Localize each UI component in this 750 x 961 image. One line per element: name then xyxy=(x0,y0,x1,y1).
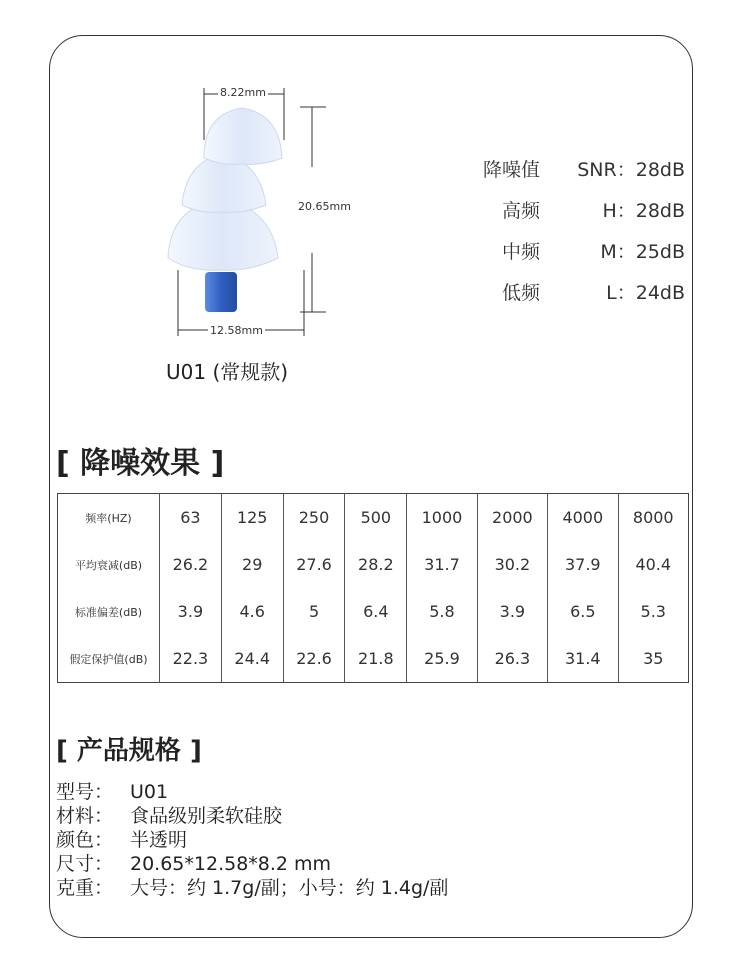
snr-row xyxy=(460,189,685,230)
row-label: 频率(HZ) xyxy=(85,511,132,525)
snr-value: M：25dB xyxy=(600,241,685,263)
table-cell: 21.8 xyxy=(345,635,407,683)
table-cell: 31.7 xyxy=(407,541,477,588)
table-row xyxy=(58,635,689,683)
dimension-height: 20.65mm xyxy=(298,200,351,213)
spec-value: U01 xyxy=(130,781,169,803)
spec-key: 颜色： xyxy=(56,829,114,851)
table-cell: 5.8 xyxy=(407,588,477,635)
table-cell: 26.2 xyxy=(160,541,222,588)
table-cell: 22.3 xyxy=(160,635,222,683)
spec-row xyxy=(56,876,448,900)
table-cell: 3.9 xyxy=(160,588,222,635)
snr-value: SNR：28dB xyxy=(577,159,685,181)
row-label: 标准偏差(dB) xyxy=(74,605,143,619)
dimension-bottom: 12.58mm xyxy=(210,324,263,337)
table-cell: 1000 xyxy=(407,494,477,542)
table-cell: 40.4 xyxy=(618,541,688,588)
table-cell: 5.3 xyxy=(618,588,688,635)
snr-label: 中频 xyxy=(501,241,540,263)
table-cell: 63 xyxy=(160,494,222,542)
spec-list xyxy=(56,780,448,900)
table-cell: 250 xyxy=(283,494,345,542)
snr-value: L：24dB xyxy=(606,282,685,304)
table-row xyxy=(58,494,689,542)
table-cell: 125 xyxy=(221,494,283,542)
spec-key: 型号： xyxy=(56,781,114,803)
row-label: 假定保护值(dB) xyxy=(69,652,148,666)
spec-value: 半透明 xyxy=(130,829,188,851)
table-cell: 8000 xyxy=(618,494,688,542)
table-cell: 22.6 xyxy=(283,635,345,683)
table-cell: 26.3 xyxy=(477,635,547,683)
table-cell: 30.2 xyxy=(477,541,547,588)
table-cell: 500 xyxy=(345,494,407,542)
table-cell: 25.9 xyxy=(407,635,477,683)
effect-section-title: [ 降噪效果 ] xyxy=(56,446,225,481)
snr-label: 高频 xyxy=(501,200,540,222)
table-cell: 3.9 xyxy=(477,588,547,635)
table-cell: 24.4 xyxy=(221,635,283,683)
spec-value: 食品级别柔软硅胶 xyxy=(130,805,283,827)
spec-key: 克重： xyxy=(56,877,114,899)
spec-row xyxy=(56,852,448,876)
table-cell: 37.9 xyxy=(548,541,618,588)
spec-key: 材料： xyxy=(56,805,114,827)
table-cell: 4000 xyxy=(548,494,618,542)
snr-value: H：28dB xyxy=(602,200,685,222)
table-cell: 28.2 xyxy=(345,541,407,588)
product-caption: U01 (常规款) xyxy=(166,360,289,384)
spec-section-title: [ 产品规格 ] xyxy=(56,736,202,766)
earplug-illustration xyxy=(140,80,370,340)
table-cell: 6.4 xyxy=(345,588,407,635)
table-cell: 27.6 xyxy=(283,541,345,588)
table-row xyxy=(58,541,689,588)
spec-key: 尺寸： xyxy=(56,853,114,875)
snr-label: 降噪值 xyxy=(482,159,540,181)
table-cell: 4.6 xyxy=(221,588,283,635)
table-cell: 31.4 xyxy=(548,635,618,683)
row-label: 平均衰减(dB) xyxy=(74,558,143,572)
table-cell: 5 xyxy=(283,588,345,635)
table-row xyxy=(58,588,689,635)
spec-row xyxy=(56,828,448,852)
table-cell: 35 xyxy=(618,635,688,683)
attenuation-table xyxy=(57,493,689,683)
snr-row xyxy=(460,148,685,189)
snr-label: 低频 xyxy=(501,282,540,304)
spec-row xyxy=(56,780,448,804)
table-cell: 29 xyxy=(221,541,283,588)
table-cell: 6.5 xyxy=(548,588,618,635)
snr-row xyxy=(460,230,685,271)
spec-row xyxy=(56,804,448,828)
snr-list xyxy=(460,148,685,312)
dimension-top: 8.22mm xyxy=(220,86,266,99)
spec-value: 大号：约 1.7g/副；小号：约 1.4g/副 xyxy=(130,877,449,899)
spec-value: 20.65*12.58*8.2 mm xyxy=(130,853,332,875)
snr-row xyxy=(460,271,685,312)
table-cell: 2000 xyxy=(477,494,547,542)
